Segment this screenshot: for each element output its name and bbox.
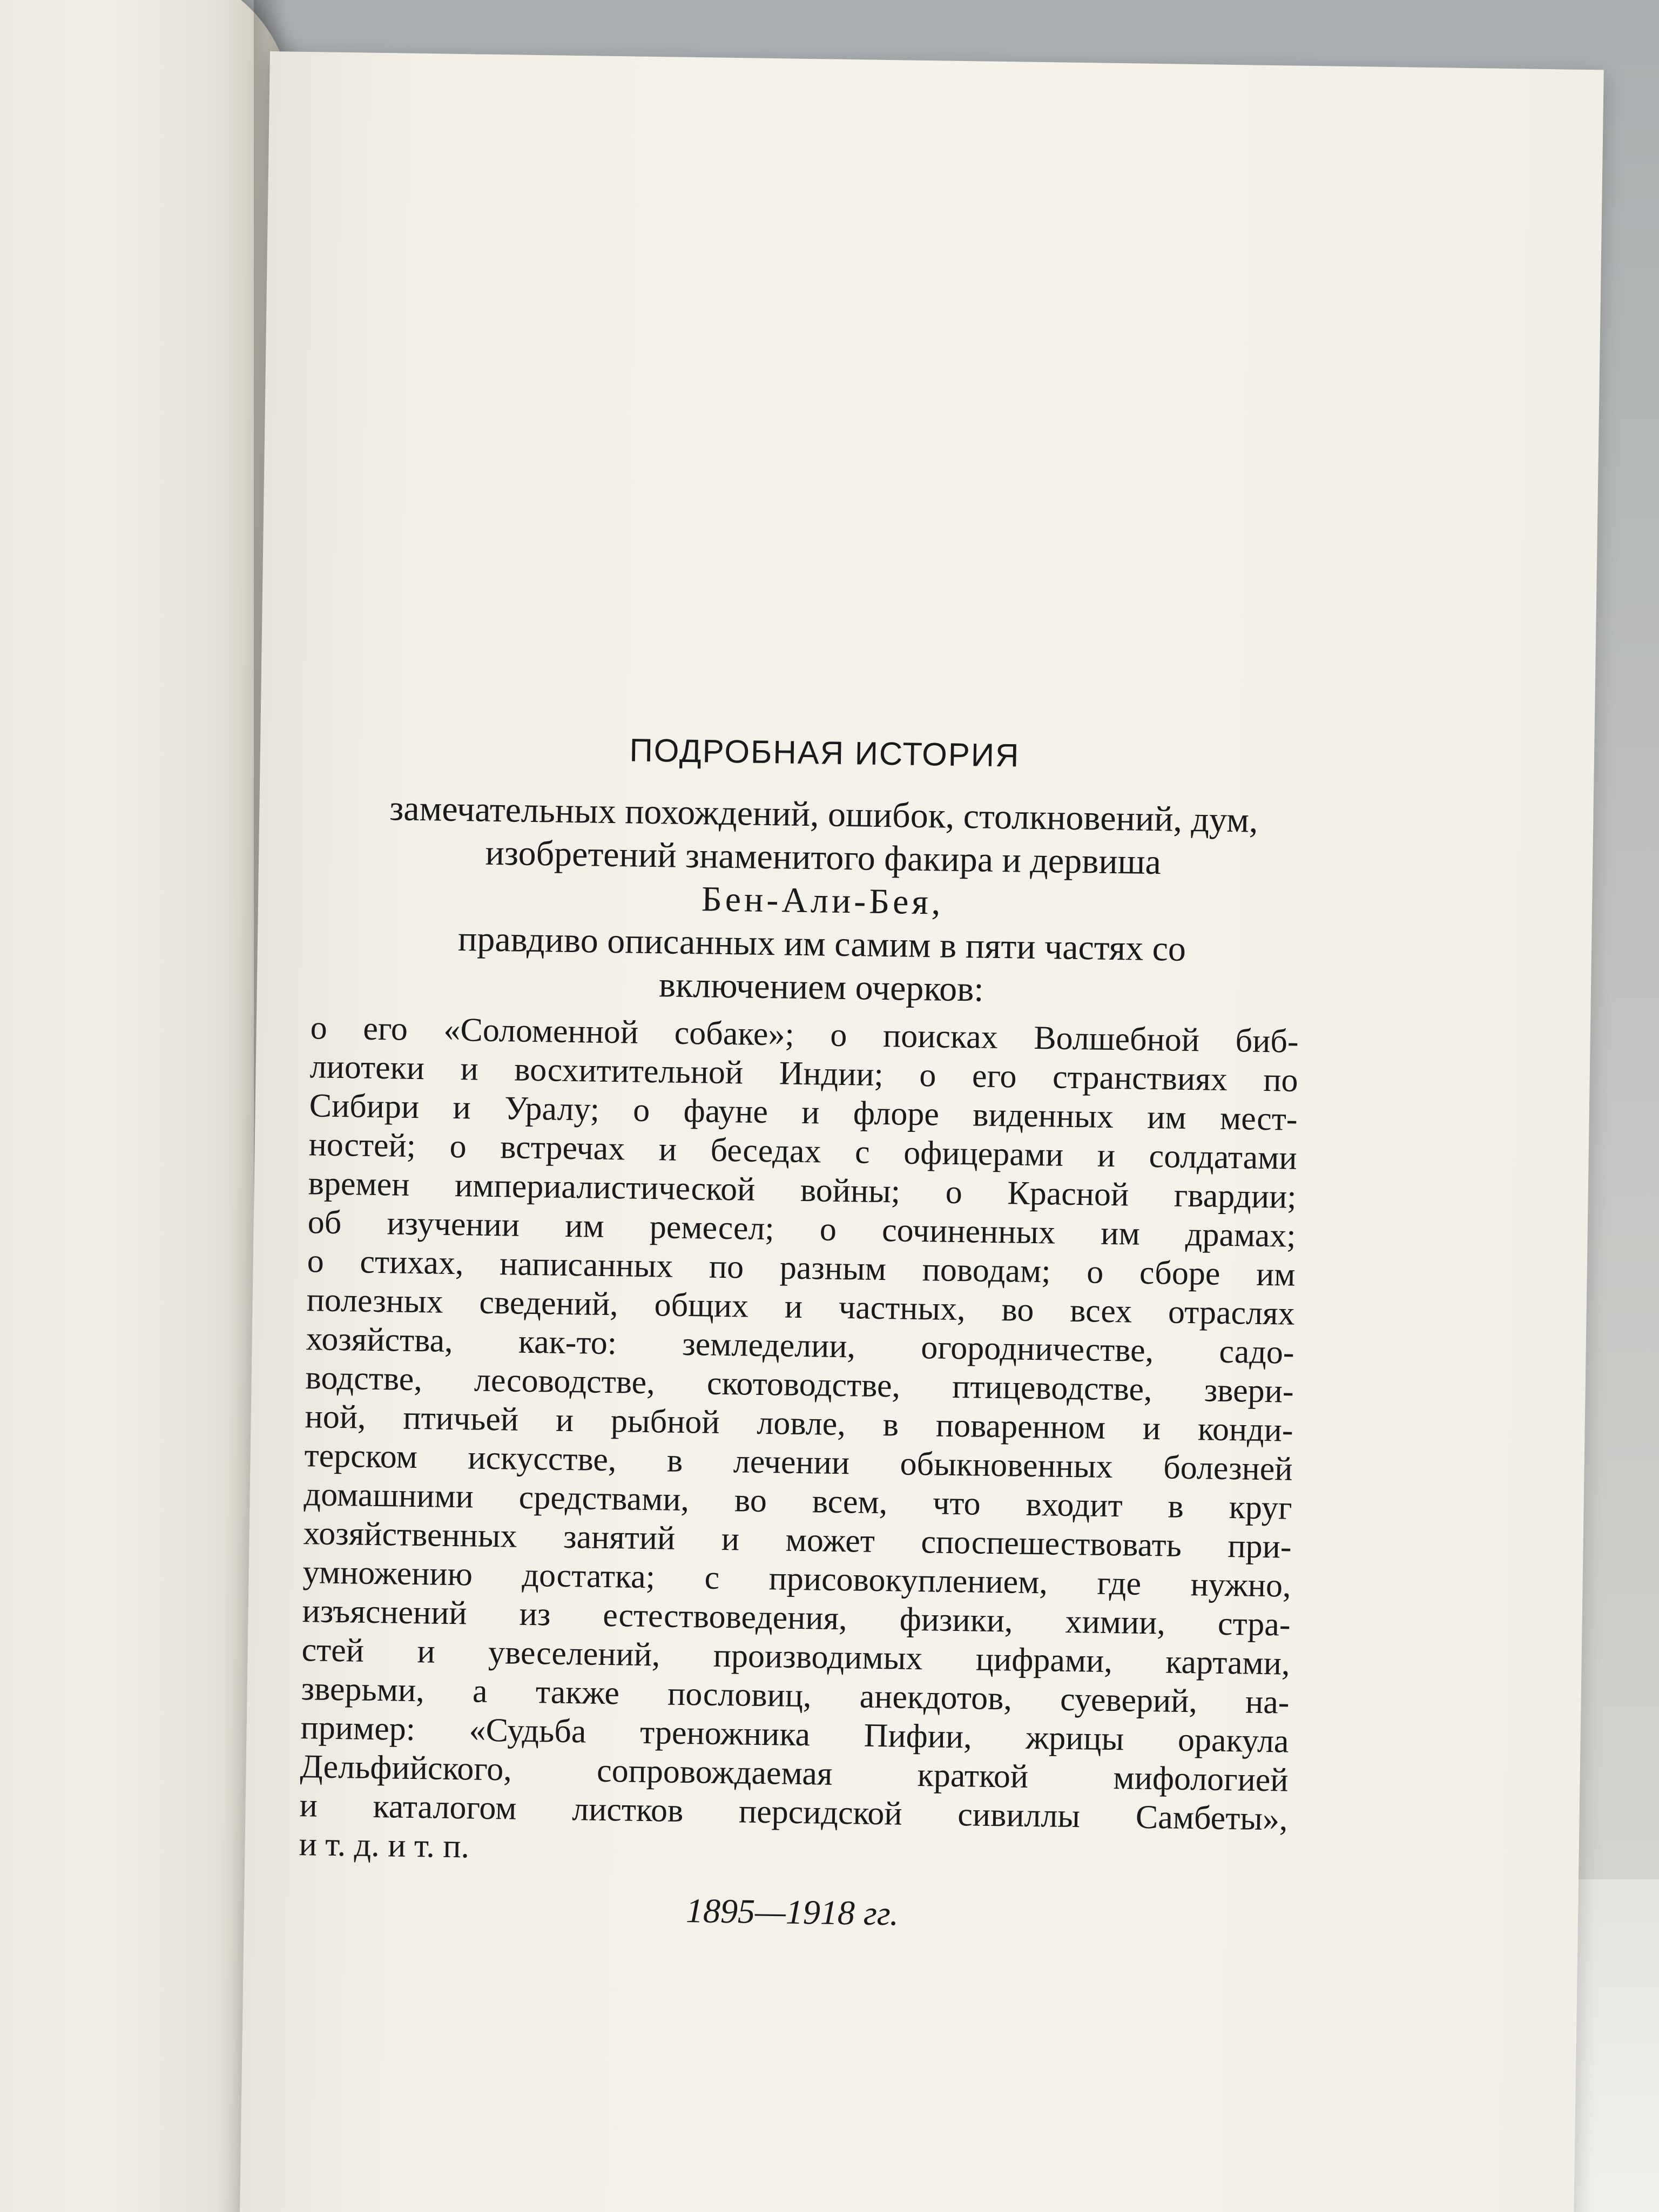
body-line: времен империалистической войны; о Красной гвардии; xyxy=(308,1165,1297,1216)
body-line: ностей; о встречах и беседах с офицерами и солдатами xyxy=(308,1126,1298,1177)
body-line: Сибири и Уралу; о фауне и флоре виденных им мест- xyxy=(309,1087,1298,1138)
body-line: Дельфийского, сопровождаемая краткой мифологией xyxy=(300,1748,1289,1799)
right-page xyxy=(239,51,1603,2212)
body-line: о его «Соломенной собаке»; о поисках Волшебной биб- xyxy=(310,1009,1299,1060)
body-line: хозяйства, как-то: земледелии, огородничестве, садо- xyxy=(306,1320,1295,1371)
body-line: домашними средствами, во всем, что входит в круг xyxy=(304,1476,1292,1527)
body-line: ной, птичьей и рыбной ловле, в поваренном и конди- xyxy=(305,1398,1294,1449)
body-line: изъяснений из естествоведения, физики, химии, стра- xyxy=(302,1593,1291,1643)
body-paragraph xyxy=(299,1008,1299,1877)
page-text-block xyxy=(298,727,1303,1939)
page-heading: ПОДРОБНАЯ ИСТОРИЯ xyxy=(629,732,1020,774)
body-line: терском искусстве, в лечении обыкновенных болезней xyxy=(304,1437,1293,1488)
body-line: и каталогом листков персидской сивиллы Самбеты», xyxy=(299,1787,1288,1838)
body-line: лиотеки и восхитительной Индии; о его странствиях по xyxy=(309,1048,1299,1099)
body-line: умножению достатка; с присовокуплением, где нужно, xyxy=(302,1554,1291,1604)
subtitle-line: замечательных похождений, ошибок, столкновений, дум, xyxy=(389,788,1258,840)
body-line: о стихах, написанных по разным поводам; о сборе им xyxy=(307,1243,1296,1293)
author-name: Бен-Али-Бея, xyxy=(701,879,944,922)
body-line: пример: «Судьба треножника Пифии, жрицы оракула xyxy=(300,1709,1289,1760)
body-line: и т. д. и т. п. xyxy=(299,1826,470,1865)
body-line: об изучении им ремесел; о сочиненных им драмах; xyxy=(307,1204,1297,1255)
body-line: хозяйственных занятий и может споспешествовать при- xyxy=(303,1515,1292,1566)
body-line: полезных сведений, общих и частных, во всех отраслях xyxy=(306,1282,1296,1332)
body-line: зверьми, а также пословиц, анекдотов, суеверий, на- xyxy=(301,1670,1290,1721)
body-line: стей и увеселений, производимых цифрами, картами, xyxy=(301,1631,1290,1682)
subtitle-line: правдиво описанных им самим в пяти частях со xyxy=(457,919,1186,969)
subtitle-line: включением очерков: xyxy=(658,965,984,1009)
date-range: 1895—1918 гг. xyxy=(685,1891,899,1933)
subtitle-line: изобретений знаменитого факира и дервиша xyxy=(485,833,1162,882)
body-line: водстве, лесоводстве, скотоводстве, птицеводстве, звери- xyxy=(305,1359,1294,1410)
